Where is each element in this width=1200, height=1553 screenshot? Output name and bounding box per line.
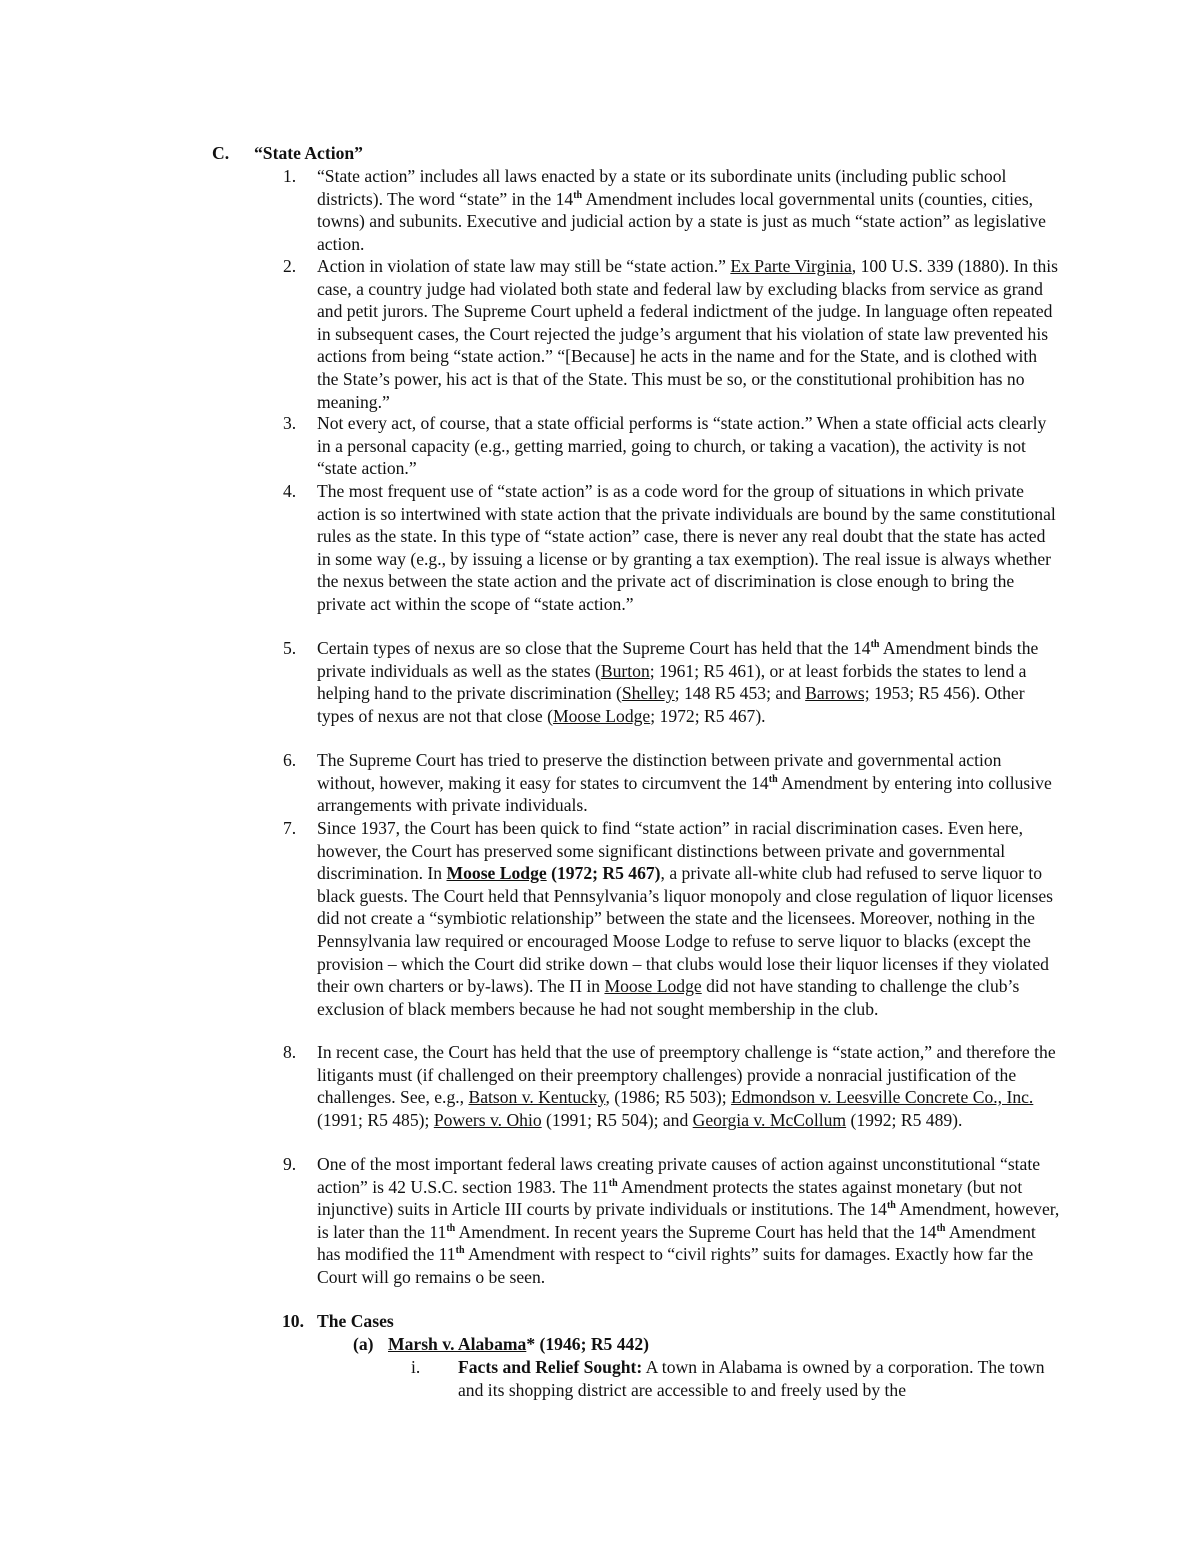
list-item-4 <box>283 480 1062 616</box>
list-item-5 <box>283 637 1062 727</box>
item-text: One of the most important federal laws creating private causes of action against unconstitutional “state action” is 42 U.S.C. section 1983. The 11th Amendment protects the states against monetary (but not injunctive) suits in Article III courts by private individuals or institutions. The 14th Amendment, however, is later than the 11th Amendment. In recent years the Supreme Court has held that the 14th Amendment has modified the 11th Amendment with respect to “civil rights” suits for damages. Exactly how far the Court will go remains o be seen. <box>317 1154 1060 1287</box>
item-number: 3. <box>283 413 297 433</box>
sub-label: (a) <box>353 1334 374 1354</box>
case-citation: Georgia v. McCollum <box>692 1109 847 1130</box>
case-citation: Marsh v. Alabama <box>388 1334 527 1354</box>
item-number: 7. <box>283 818 297 838</box>
section-label: C. <box>212 143 230 163</box>
case-citation: Batson v. Kentucky <box>468 1087 606 1108</box>
list-item-8 <box>283 1041 1062 1131</box>
facts-label: Facts and Relief Sought: <box>458 1357 643 1377</box>
case-citation: Moose Lodge <box>446 863 547 884</box>
item-number: 1. <box>283 166 297 186</box>
item-number: 8. <box>283 1042 297 1062</box>
list-item-2 <box>283 255 1062 413</box>
item-number: 4. <box>283 481 297 501</box>
case-citation: Burton <box>600 660 650 681</box>
case-facts <box>411 1356 1058 1401</box>
item-number: 2. <box>283 256 297 276</box>
list-item-3 <box>283 412 1062 480</box>
cases-title: The Cases <box>317 1311 394 1331</box>
cases-heading <box>282 1310 394 1333</box>
facts-text: A town in Alabama is owned by a corporation. The town and its shopping district are accessible to and freely used by the <box>458 1357 1045 1400</box>
section-title: “State Action” <box>254 143 363 163</box>
case-heading-marsh: (a) Marsh v. Alabama* (1946; R5 442) <box>353 1334 649 1354</box>
sub-label: i. <box>411 1357 421 1377</box>
item-text: The most frequent use of “state action” is as a code word for the group of situations in which private action is so intertwined with state action that the private individuals are bound by the same constitutional rules as the state. In this type of “state action” case, there is never any real doubt that the state has acted in some way (e.g., by issuing a license or by granting a tax exemption). The real issue is always whether the nexus between the state action and the private act of discrimination is close enough to bring the private act within the scope of “state action.” <box>317 481 1056 614</box>
item-text: Since 1937, the Court has been quick to find “state action” in racial discrimination cases. Even here, however, the Court has preserved some significant distinctions between private and governmental discrimination. In Moose Lodge (1972; R5 467), a private all-white club had refused to serve liquor to black guests. The Court held that Pennsylvania’s liquor monopoly and close regulation of liquor licenses did not create a “symbiotic relationship” between the state and the licensees. Moreover, nothing in the Pennsylvania law required or encouraged Moose Lodge to refuse to serve liquor to blacks (except the provision – which the Court did strike down – that clubs would lose their liquor licenses if they violated their own charters or by-laws). The Π in Moose Lodge did not have standing to challenge the club’s exclusion of black members because he had not sought membership in the club. <box>317 818 1054 1019</box>
item-number: 10. <box>282 1311 304 1331</box>
item-number: 9. <box>283 1154 297 1174</box>
item-text: Not every act, of course, that a state official performs is “state action.” When a state official acts clearly in a personal capacity (e.g., getting married, going to church, or taking a vacation), the activity is not “state action.” <box>317 413 1047 479</box>
item-text: In recent case, the Court has held that the use of preemptory challenge is “state action,” and therefore the litigants must (if challenged on their preemptory challenges) provide a nonracial justification of the challenges. See, e.g., Batson v. Kentucky, (1986; R5 503); Edmondson v. Leesville Concrete Co., Inc. (1991; R5 485); Powers v. Ohio (1991; R5 504); and Georgia v. McCollum (1992; R5 489). <box>317 1042 1056 1130</box>
list-item-1 <box>283 165 1062 255</box>
case-citation: Moose Lodge <box>604 976 702 997</box>
case-citation: Ex Parte Virginia <box>730 256 852 276</box>
case-citation: Barrows; <box>805 683 870 704</box>
case-citation: Moose Lodge <box>552 705 651 726</box>
item-number: 5. <box>283 638 297 658</box>
item-text: The Supreme Court has tried to preserve the distinction between private and governmental action without, however, making it easy for states to circumvent the 14th Amendment by entering into collusive arrangements with private individuals. <box>317 750 1052 816</box>
list-item-7 <box>283 817 1062 1020</box>
item-text: Action in violation of state law may still be “state action.” Ex Parte Virginia, 100 U.S. 339 (1880). In this case, a country judge had violated both state and federal law by excluding blacks from service as grand and petit jurors. The Supreme Court upheld a federal indictment of the judge. In language often repeated in subsequent cases, the Court rejected the judge’s argument that his violation of state law prevented his actions from being “state action.” “[Because] he acts in the name and for the State, and is clothed with the State’s power, his act is that of the State. This must be so, or the constitutional prohibition has no meaning.” <box>317 256 1059 412</box>
case-citation: Edmondson v. Leesville Concrete Co., Inc. <box>731 1087 1034 1108</box>
case-citation: Powers v. Ohio <box>433 1109 542 1130</box>
case-citation: Shelley <box>621 683 675 704</box>
section-heading <box>212 142 363 165</box>
item-text: “State action” includes all laws enacted by a state or its subordinate units (including public school districts). The word “state” in the 14th Amendment includes local governmental units (counties, cities, towns) and subunits. Executive and judicial action by a state is just as much “state action” as legislative action. <box>317 166 1046 254</box>
item-number: 6. <box>283 750 297 770</box>
list-item-9 <box>283 1153 1062 1289</box>
item-text: Certain types of nexus are so close that the Supreme Court has held that the 14th Amendment binds the private individuals as well as the states (Burton; 1961; R5 461), or at least forbids the states to lend a helping hand to the private discrimination (Shelley; 148 R5 453; and Barrows; 1953; R5 456). Other types of nexus are not that close (Moose Lodge; 1972; R5 467). <box>317 638 1039 726</box>
list-item-6 <box>283 749 1062 817</box>
